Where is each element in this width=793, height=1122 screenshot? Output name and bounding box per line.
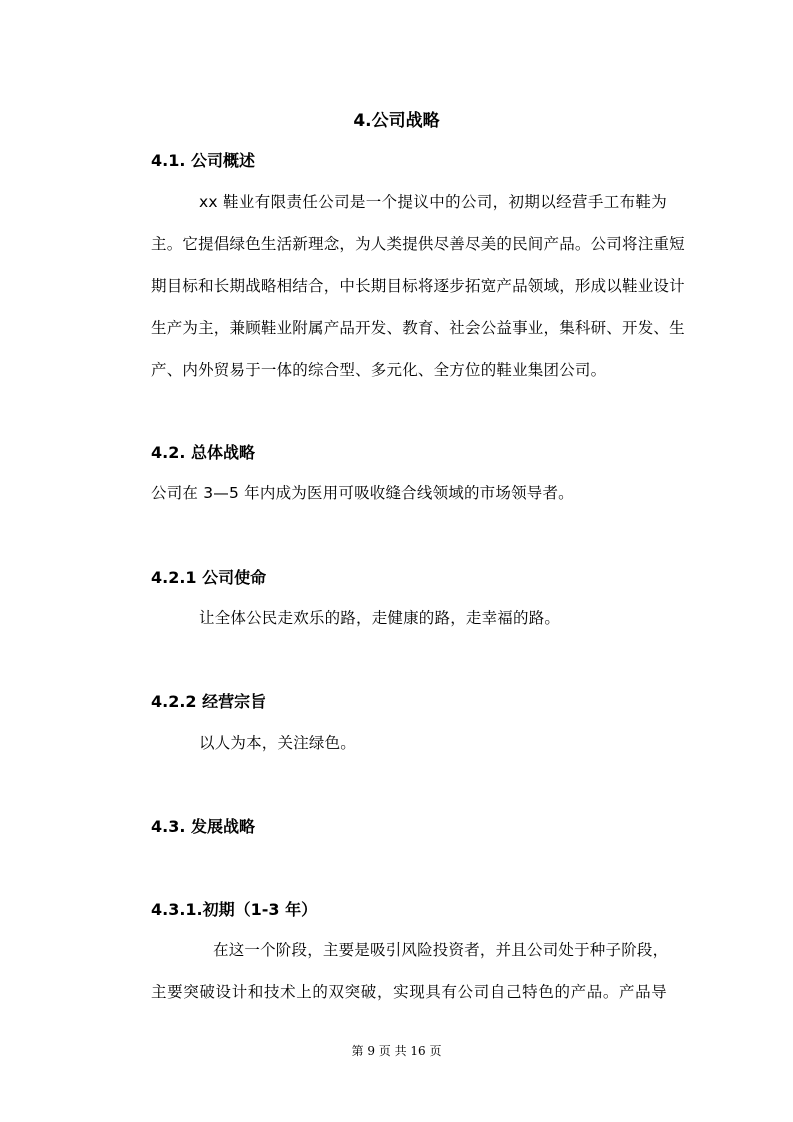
heading-4-3: 4.3. 发展战略 [151, 817, 255, 836]
paragraph-line: xx 鞋业有限责任公司是一个提议中的公司，初期以经营手工布鞋为 [199, 193, 667, 211]
page-number-footer: 第 9 页 共 16 页 [351, 1044, 442, 1058]
paragraph-line: 产、内外贸易于一体的综合型、多元化、全方位的鞋业集团公司。 [151, 361, 607, 379]
document-title: 4.公司战略 [353, 111, 440, 131]
heading-4-2-2: 4.2.2 经营宗旨 [151, 692, 267, 711]
heading-4-2-1: 4.2.1 公司使命 [151, 568, 267, 587]
paragraph-text: 以人为本，关注绿色。 [199, 734, 357, 752]
paragraph-line: 期目标和长期战略相结合，中长期目标将逐步拓宽产品领域，形成以鞋业设计 [151, 277, 685, 295]
heading-4-3-1: 4.3.1.初期（1-3 年） [151, 900, 318, 919]
paragraph-text: 公司在 3—5 年内成为医用可吸收缝合线领域的市场领导者。 [151, 484, 574, 502]
paragraph-line: 在这一个阶段，主要是吸引风险投资者，并且公司处于种子阶段， [213, 941, 669, 959]
paragraph-line: 生产为主，兼顾鞋业附属产品开发、教育、社会公益事业，集科研、开发、生 [151, 319, 685, 337]
heading-4-2: 4.2. 总体战略 [151, 443, 255, 462]
heading-4-1: 4.1. 公司概述 [151, 151, 255, 170]
paragraph-line: 主。它提倡绿色生活新理念，为人类提供尽善尽美的民间产品。公司将注重短 [151, 235, 685, 253]
paragraph-text: 让全体公民走欢乐的路，走健康的路，走幸福的路。 [199, 609, 561, 627]
paragraph-line: 主要突破设计和技术上的双突破，实现具有公司自己特色的产品。产品导 [151, 983, 667, 1001]
